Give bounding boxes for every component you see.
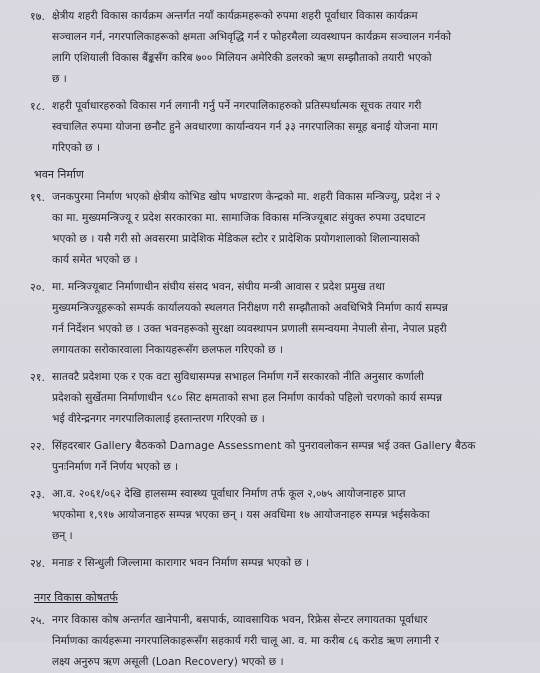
item-text-line: कार्य समेत भएको छ । (52, 254, 138, 266)
item-text-line: लगायतका सरोकारवाला निकायहरूसँग छलफल गरिएको छ । (52, 344, 283, 356)
item-text-line: लागि एशियाली विकास बैंङ्कसँग करिब ७०० मिलियन अमेरिकी डलरको ऋण सम्झौताको तयारी भएको (52, 52, 432, 64)
item-text-line: शहरी पूर्वाधारहरुको विकास गर्न लगानी गर्नु पर्ने नगरपालिकाहरुको प्रतिस्पर्धात्मक सूचक तयार गरी (52, 100, 422, 112)
item-text-line: लक्ष्य अनुरुप ऋण असूली (Loan Recovery) भएको छ । (52, 656, 284, 668)
list-item-22 (30, 436, 526, 478)
item-number: १७. (30, 10, 45, 23)
item-text-line: मुख्यमन्त्रिज्यूहरूको सम्पर्क कार्यालयको स्थलगत निरीक्षण गरी सम्झौताको अवधिभित्रै निर्माण कार्य सम्पन्न (52, 302, 448, 314)
item-text-line: सातवटै प्रदेशमा एक र एक वटा सुविधासम्पन्न सभाहल निर्माण गर्ने सरकारको नीति अनुसार कर्णाली (52, 371, 424, 383)
item-text-line: भएकोमा १,९१७ आयोजनाहरु सम्पन्न भएका छन् । यस अवधिमा १७ आयोजनाहरु सम्पन्न भईसकेका (52, 509, 430, 521)
item-text-line: स्वचालित रुपमा योजना छनौट हुने अवधारणा कार्यान्वयन गर्न ३३ नगरपालिका समूह बनाई योजना माग (52, 121, 438, 133)
list-item-18 (30, 96, 526, 159)
item-text-line: मा. मन्त्रिज्यूबाट निर्माणाधीन संघीय संसद भवन, संघीय मन्त्री आवास र प्रदेश प्रमुख तथा (52, 281, 385, 293)
item-number: १८. (30, 100, 45, 113)
item-number: २०. (30, 281, 45, 294)
items-top (30, 6, 526, 159)
item-text-line: निर्माणका कार्यहरूमा नगरपालिकाहरूसँग सहकार्य गरी चालू आ. व. मा करीब ८६ करोड ऋण लगानी र (52, 635, 439, 647)
item-text-line: जनकपुरमा निर्माण भएको क्षेत्रीय कोभिड खोप भण्डारण केन्द्रको मा. शहरी विकास मन्त्रिज्यू, प्रदेश नं २ (52, 191, 441, 203)
item-text-line: नगर विकास कोष अन्तर्गत खानेपानी, बसपार्क, व्यावसायिक भवन, रिफ्रेस सेन्टर लगायतका पूर्वाधार (52, 614, 428, 626)
item-text-line: सञ्चालन गर्न, नगरपालिकाहरूको क्षमता अभिवृद्धि गर्न र फोहरमैला व्यवस्थापन कार्यक्रम सञ्चालन गर्नको (52, 31, 452, 43)
item-number: २५. (30, 614, 45, 627)
list-item-24 (30, 553, 526, 574)
items-mid (30, 187, 526, 574)
list-item-20 (30, 277, 526, 361)
list-item-19 (30, 187, 526, 271)
list-item-17 (30, 6, 526, 90)
item-number: १९. (30, 191, 45, 204)
item-text-line: मनाङ र सिन्धुली जिल्लामा कारागार भवन निर्माण सम्पन्न भएको छ । (52, 557, 310, 569)
item-number: २३. (30, 488, 45, 501)
list-item-21 (30, 367, 526, 430)
item-text-line: आ.व. २०६१/०६२ देखि हालसम्म स्वास्थ्य पूर्वाधार निर्माण तर्फ कूल २,०७५ आयोजनाहरु प्राप्त (52, 488, 406, 500)
list-item-23 (30, 484, 526, 547)
item-number: २१. (30, 371, 45, 384)
section-heading-building: भवन निर्माण (34, 168, 84, 181)
item-text-line: क्षेत्रीय शहरी विकास कार्यक्रम अन्तर्गत नयाँ कार्यक्रमहरूको रुपमा शहरी पूर्वाधार विकास कार्यक्रम (52, 10, 418, 22)
item-text-line: भई वीरेन्द्रनगर नगरपालिकालाई हस्तान्तरण गरिएको छ । (52, 413, 265, 425)
item-text-line: छ । (52, 73, 67, 85)
item-text-line: गरिएको छ । (52, 142, 100, 154)
item-text-line: भएको छ । यसै गरी सो अवसरमा प्रादेशिक मेडिकल स्टोर र प्रादेशिक प्रयोगशालाको शिलान्यासको (52, 233, 420, 245)
item-text-line: का मा. मुख्यमन्त्रिज्यू र प्रदेश सरकारका मा. सामाजिक विकास मन्त्रिज्यूबाट संयुक्त रुपमा उदघाटन (52, 212, 426, 224)
section-heading-urban-development-fund (34, 588, 526, 608)
item-number: २२. (30, 440, 45, 453)
item-text-line: पुनःनिर्माण गर्ने निर्णय भएको छ । (52, 461, 179, 473)
item-text-line: छन् । (52, 530, 73, 542)
item-text-line: गर्न निर्देशन भएको छ । उक्त भवनहरूको सुरक्षा व्यवस्थापन प्रणाली समन्वयमा नेपाली सेना, नेपाल प्रहरी (52, 323, 447, 335)
item-number: २४. (30, 557, 45, 570)
section-heading-text: नगर विकास कोषतर्फ (34, 591, 118, 604)
item-text-line: प्रदेशको सुर्खेतमा निर्माणाधीन ९८० सिट क्षमताको सभा हल निर्माण कार्यको पहिलो चरणको कार्य सम्पन्न (52, 392, 443, 404)
item-text-line: सिंहदरबार Gallery बैठककाे Damage Assessment को पुनरावलोकन सम्पन्न भई उक्त Gallery बैठक (52, 440, 476, 452)
